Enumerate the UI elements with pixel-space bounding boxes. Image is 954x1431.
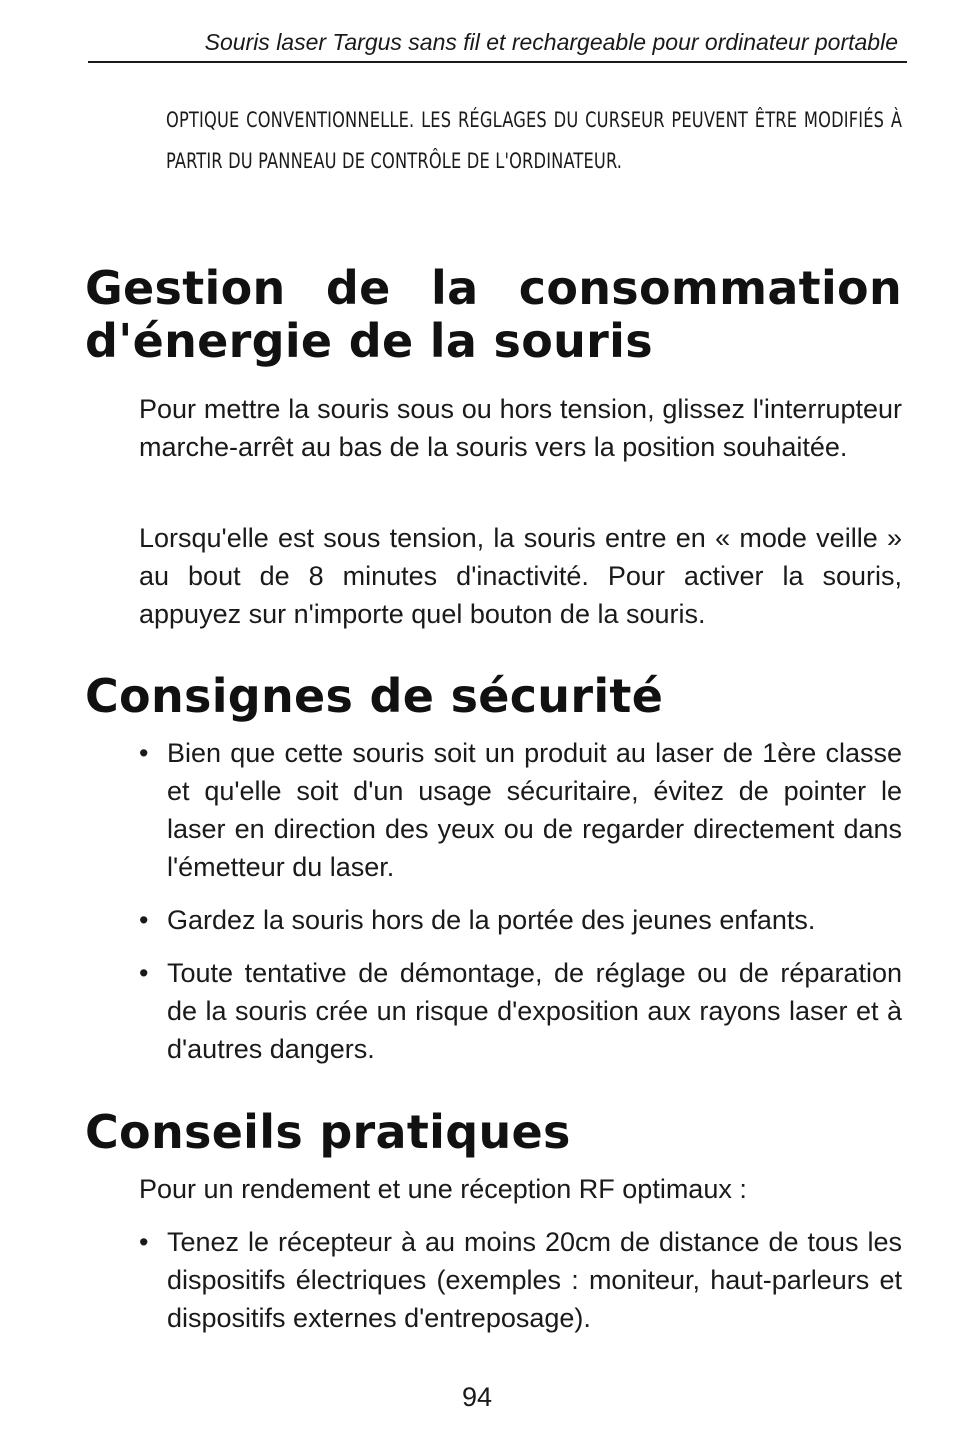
bullet-icon: • — [139, 958, 149, 988]
bullet-icon: • — [139, 1227, 149, 1257]
tips-intro: Pour un rendement et une réception RF optimaux : — [139, 1174, 747, 1204]
safety-item-text: Bien que cette souris soit un produit au laser de 1ère classe et qu'elle soit d'un usage sécuritaire, évitez de pointer le laser en direction des yeux ou de regarder directement dans l'émetteur du laser. — [167, 738, 902, 882]
tips-list — [139, 1223, 902, 1337]
intro-note: OPTIQUE CONVENTIONNELLE. LES RÉGLAGES DU CURSEUR PEUVENT ÊTRE MODIFIÉS À PARTIR DU PANNEAU DE CONTRÔLE DE L'ORDINATEUR. — [166, 108, 903, 173]
list-item — [139, 1223, 902, 1337]
bullet-icon: • — [139, 738, 149, 768]
safety-item-text: Toute tentative de démontage, de réglage ou de réparation de la souris crée un risque d'exposition aux rayons laser et à d'autres dangers. — [167, 958, 902, 1064]
section-title-safety: Consignes de sécurité — [85, 669, 664, 723]
header-rule — [88, 61, 907, 63]
running-header: Souris laser Targus sans fil et rechargeable pour ordinateur portable — [204, 29, 898, 55]
safety-item-text: Gardez la souris hors de la portée des jeunes enfants. — [167, 905, 816, 935]
section-title-tips: Conseils pratiques — [85, 1105, 571, 1159]
list-item — [139, 954, 902, 1068]
tips-item-text: Tenez le récepteur à au moins 20cm de distance de tous les dispositifs électriques (exemples : moniteur, haut-parleurs et dispositifs externes d'entreposage). — [167, 1227, 902, 1333]
section-title-power-management: Gestion de la consommation d'énergie de la souris — [85, 261, 902, 368]
list-item — [139, 901, 902, 939]
bullet-icon: • — [139, 905, 149, 935]
list-item — [139, 734, 902, 886]
power-paragraph-1: Pour mettre la souris sous ou hors tension, glissez l'interrupteur marche-arrêt au bas de la souris vers la position souhaitée. — [139, 394, 902, 462]
power-paragraph-2: Lorsqu'elle est sous tension, la souris entre en « mode veille » au bout de 8 minutes d'inactivité. Pour activer la souris, appuyez sur n'importe quel bouton de la souris. — [139, 523, 902, 629]
safety-list — [139, 734, 902, 1068]
page-number: 94 — [461, 1382, 493, 1412]
